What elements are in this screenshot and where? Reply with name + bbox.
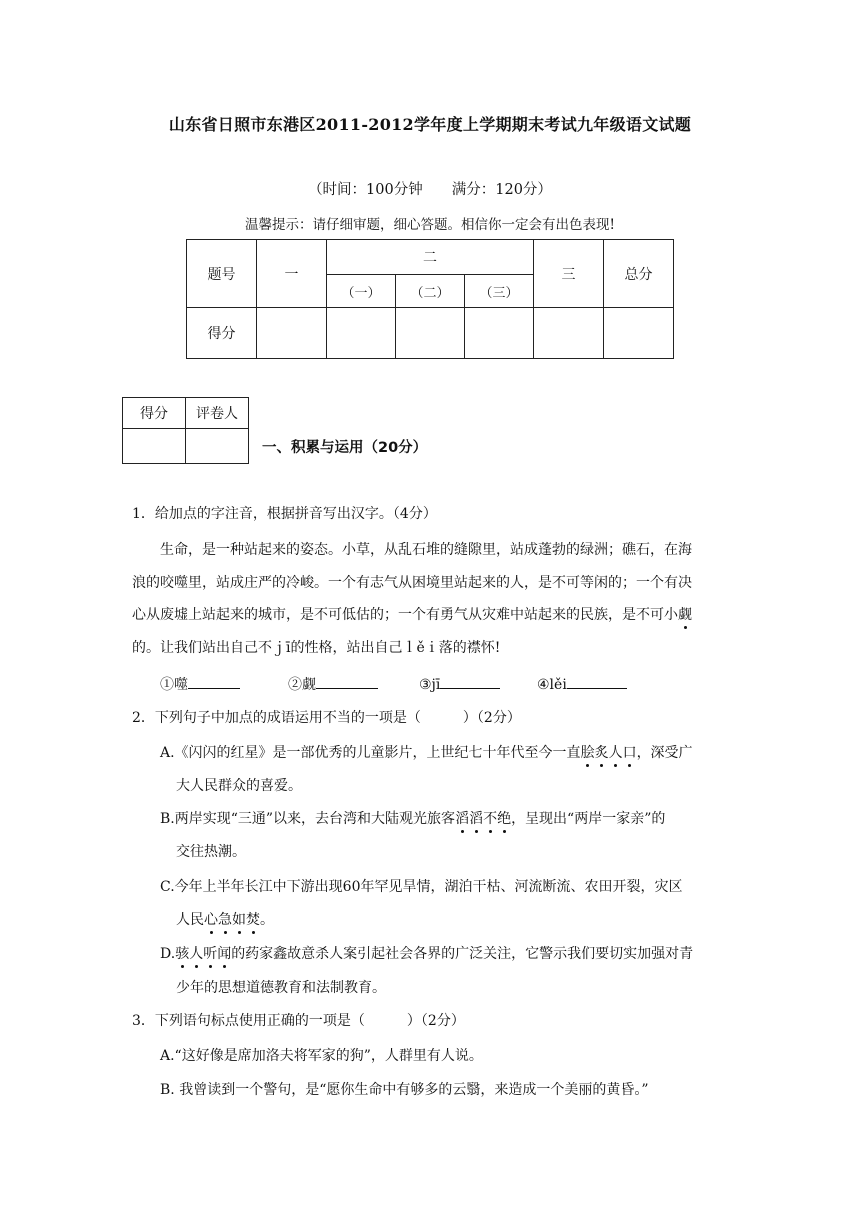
grader-name-label: 评卷人 (186, 398, 249, 429)
score-table-header: 题号 (187, 240, 257, 308)
question-3-stem: 3．下列语句标点使用正确的一项是（ ）（2分） (132, 1013, 465, 1029)
emphasis-idiom (455, 811, 511, 827)
answer-blank-1: ①噬 (160, 674, 240, 694)
grader-score-label: 得分 (123, 398, 186, 429)
passage-line: 浪的咬噬里，站成庄严的冷峻。一个有志气从困境里站起来的人，是不可等闲的；一个有决 (132, 575, 692, 591)
option-b-line-2: 交往热潮。 (176, 844, 246, 860)
passage-line: 生命，是一种站起来的姿态。小草，从乱石堆的缝隙里，站成蓬勃的绿洲；礁石，在海 (160, 542, 692, 558)
score-table-col-2: 二 (327, 240, 534, 275)
emphasis-char: 听 (203, 943, 217, 963)
answer-blank-3: ③jī (419, 674, 500, 693)
question-2-stem: 2．下列句子中加点的成语运用不当的一项是（ ）（2分） (132, 710, 521, 726)
passage-line: 的。让我们站出自己不ｊī的性格，站出自己ｌěｉ落的襟怀! (132, 640, 501, 656)
score-cell (604, 308, 674, 359)
emphasis-char: 绝 (497, 808, 511, 828)
emphasis-char: 人 (609, 742, 623, 762)
score-table-col-1: 一 (257, 240, 327, 308)
q3-option-b: B. 我曾读到一个警句，是“愿你生命中有够多的云翳，来造成一个美丽的黄昏。” (160, 1082, 649, 1098)
grader-name-cell (186, 429, 249, 464)
question-1-stem: 1．给加点的字注音，根据拼音写出汉字。（4分） (132, 506, 437, 522)
exam-tip: 温馨提示：请仔细审题，细心答题。相信你一定会有出色表现! (245, 217, 615, 233)
score-table-sub-2: （二） (396, 275, 465, 308)
score-table-sub-1: （一） (327, 275, 396, 308)
option-a-line-2: 大人民群众的喜爱。 (176, 778, 302, 794)
section-heading: 一、积累与运用（20分） (262, 440, 428, 456)
emphasis-char: 闻 (217, 943, 231, 963)
emphasis-char: 口 (623, 742, 637, 762)
option-d-line-1: D.骇人听闻的药家鑫故意杀人案引起社会各界的广泛关注，它警示我们要切实加强对青 (160, 943, 693, 963)
emphasis-char: 如 (232, 909, 246, 929)
option-b-line-1: B.两岸实现“三通”以来，去台湾和大陆观光旅客滔滔不绝，呈现出“两岸一家亲”的 (160, 808, 665, 828)
score-cell (396, 308, 465, 359)
score-table (186, 239, 674, 359)
emphasis-char: 人 (189, 943, 203, 963)
score-cell (327, 308, 396, 359)
option-d-line-2: 少年的思想道德教育和法制教育。 (176, 980, 386, 996)
exam-meta: （时间：100分钟 满分：120分） (308, 182, 552, 198)
score-table-col-3: 三 (534, 240, 604, 308)
score-cell (465, 308, 534, 359)
emphasis-char: 焚 (246, 909, 260, 929)
score-cell (534, 308, 604, 359)
answer-blank-4: ④lěi (537, 674, 627, 693)
emphasis-char: 急 (218, 909, 232, 929)
emphasis-char: 滔 (455, 808, 469, 828)
grader-score-cell (123, 429, 186, 464)
score-cell (257, 308, 327, 359)
emphasis-char: 觑 (678, 604, 692, 624)
page-title: 山东省日照市东港区2011-2012学年度上学期期末考试九年级语文试题 (168, 115, 692, 134)
option-c-line-2: 人民心急如焚。 (176, 909, 274, 929)
emphasis-idiom (204, 912, 260, 928)
passage-line: 心从废墟上站起来的城市，是不可低估的；一个有勇气从灾难中站起来的民族，是不可小觑 (132, 604, 692, 624)
score-table-total: 总分 (604, 240, 674, 308)
option-c-line-1: C.今年上半年长江中下游出现60年罕见旱情，湖泊干枯、河流断流、农田开裂，灾区 (160, 879, 683, 895)
emphasis-idiom (175, 946, 231, 962)
score-row-label: 得分 (187, 308, 257, 359)
q3-option-a: A.“这好像是席加洛夫将军家的狗”，人群里有人说。 (160, 1048, 483, 1064)
emphasis-char: 骇 (175, 943, 189, 963)
grader-table (122, 397, 249, 464)
answer-blank-2: ②觑 (288, 674, 378, 694)
emphasis-char: 脍 (581, 742, 595, 762)
emphasis-char: 炙 (595, 742, 609, 762)
emphasis-char: 滔 (469, 808, 483, 828)
emphasis-char: 不 (483, 808, 497, 828)
emphasis-char: 心 (204, 909, 218, 929)
emphasis-idiom (581, 745, 637, 761)
option-a-line-1: A.《闪闪的红星》是一部优秀的儿童影片，上世纪七十年代至今一直脍炙人口，深受广 (160, 742, 693, 762)
score-table-sub-3: （三） (465, 275, 534, 308)
